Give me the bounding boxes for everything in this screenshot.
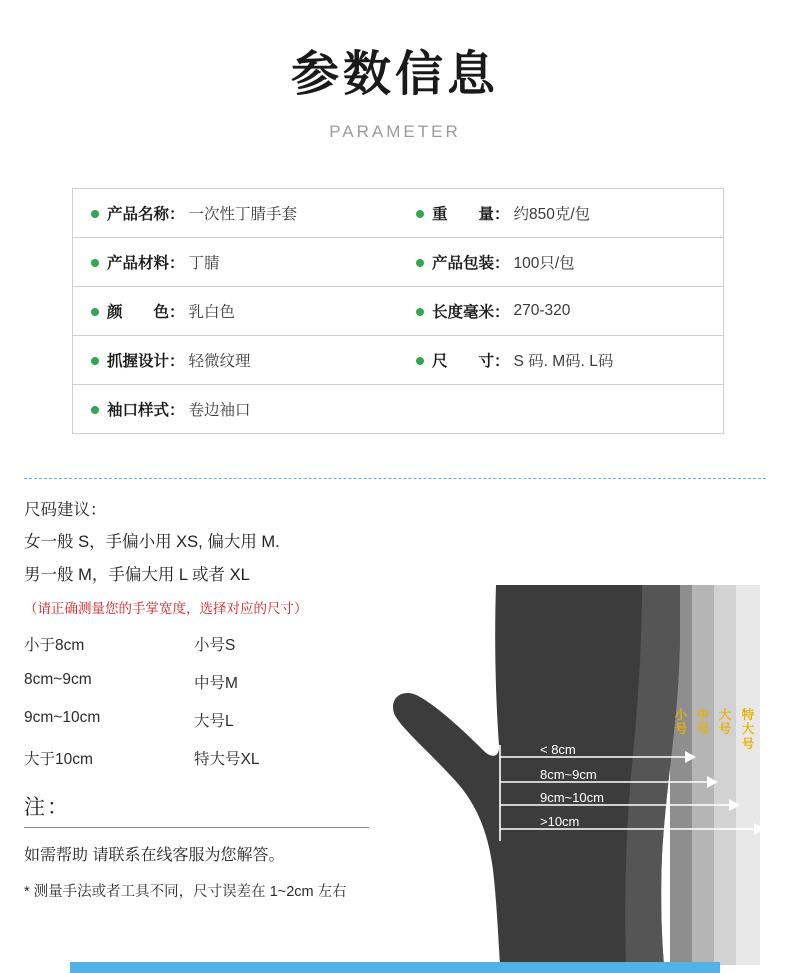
- size-range: 8cm~9cm: [24, 671, 92, 689]
- bullet-icon: [91, 406, 99, 414]
- table-row: [73, 385, 723, 433]
- param-label: 产品材料：: [107, 255, 185, 272]
- bullet-icon: [91, 210, 99, 218]
- size-name: 中号M: [194, 675, 238, 693]
- param-cell-empty: [398, 385, 723, 433]
- param-value: 轻微纹理: [188, 353, 251, 370]
- param-label: 抓握设计：: [107, 353, 185, 370]
- param-label: 颜 色：: [107, 304, 185, 321]
- param-label: 重 量：: [432, 206, 510, 223]
- size-name: 小号S: [194, 637, 236, 655]
- size-name: 大号L: [194, 713, 234, 731]
- bullet-icon: [416, 308, 424, 316]
- table-row: [73, 238, 723, 287]
- param-value: S 码. M码. L码: [513, 353, 614, 370]
- param-value: 卷边袖口: [188, 402, 251, 419]
- measurement-label-s: 8cm~9cm: [540, 767, 597, 782]
- size-table: [24, 633, 494, 769]
- bullet-icon: [416, 357, 424, 365]
- bullet-icon: [416, 259, 424, 267]
- param-value: 丁腈: [188, 255, 220, 272]
- note-line-tolerance: * 测量手法或者工具不同，尺寸误差在 1~2cm 左右: [24, 884, 347, 901]
- param-label: 产品包装：: [432, 255, 510, 272]
- page-subtitle: PARAMETER: [329, 121, 461, 141]
- table-row: [73, 287, 723, 336]
- param-value: 270-320: [513, 302, 571, 319]
- table-row: [73, 189, 723, 238]
- param-cell-color: [73, 287, 398, 335]
- size-name: 特大号XL: [194, 751, 260, 769]
- bullet-icon: [91, 308, 99, 316]
- bullet-icon: [91, 357, 99, 365]
- advice-note: （请正确测量您的手掌宽度，选择对应的尺寸）: [24, 601, 308, 617]
- parameter-table: [72, 188, 724, 434]
- note-divider: [24, 827, 369, 828]
- param-value: 100只/包: [513, 255, 575, 272]
- size-range: 小于8cm: [24, 637, 85, 655]
- param-cell-grip: [73, 336, 398, 384]
- param-value: 约850克/包: [513, 206, 591, 223]
- size-advice-section: [24, 500, 494, 901]
- size-range: 大于10cm: [24, 751, 93, 769]
- column-label-xlarge: 特大号: [741, 708, 755, 751]
- page-title: 参数信息: [290, 48, 499, 101]
- param-cell-packaging: [398, 238, 723, 286]
- advice-female: 女一般 S，手偏小用 XS, 偏大用 M.: [24, 533, 280, 552]
- param-value: 乳白色: [188, 304, 236, 321]
- param-value: 一次性丁腈手套: [188, 206, 298, 223]
- param-label: 尺 寸：: [432, 353, 510, 370]
- column-label-medium: 中号: [696, 708, 710, 737]
- param-cell-weight: [398, 189, 723, 237]
- param-cell-length: [398, 287, 723, 335]
- param-cell-material: [73, 238, 398, 286]
- page-header: [0, 0, 790, 142]
- param-cell-size: [398, 336, 723, 384]
- param-label: 产品名称：: [107, 206, 185, 223]
- param-label: 长度毫米：: [432, 304, 510, 321]
- advice-male: 男一般 M，手偏大用 L 或者 XL: [24, 565, 250, 584]
- measurement-label-l: >10cm: [540, 814, 580, 829]
- size-range: 9cm~10cm: [24, 709, 101, 727]
- list-item: [24, 747, 494, 769]
- bottom-accent-bar: [70, 962, 720, 973]
- bullet-icon: [91, 259, 99, 267]
- advice-heading: 尺码建议：: [24, 501, 107, 519]
- column-label-small: 小号: [674, 708, 688, 737]
- param-label: 袖口样式：: [107, 402, 185, 419]
- note-line-support: 如需帮助 请联系在线客服为您解答。: [24, 847, 285, 865]
- bullet-icon: [416, 210, 424, 218]
- column-label-large: 大号: [718, 708, 732, 737]
- measurement-label-m: 9cm~10cm: [540, 790, 604, 805]
- table-row: [73, 336, 723, 385]
- list-item: [24, 633, 494, 655]
- section-divider: [24, 478, 766, 479]
- note-title: 注：: [24, 796, 70, 820]
- measurement-label-xs: < 8cm: [540, 742, 576, 757]
- list-item: [24, 671, 494, 693]
- param-cell-cuff: [73, 385, 398, 433]
- param-cell-product-name: [73, 189, 398, 237]
- list-item: [24, 709, 494, 731]
